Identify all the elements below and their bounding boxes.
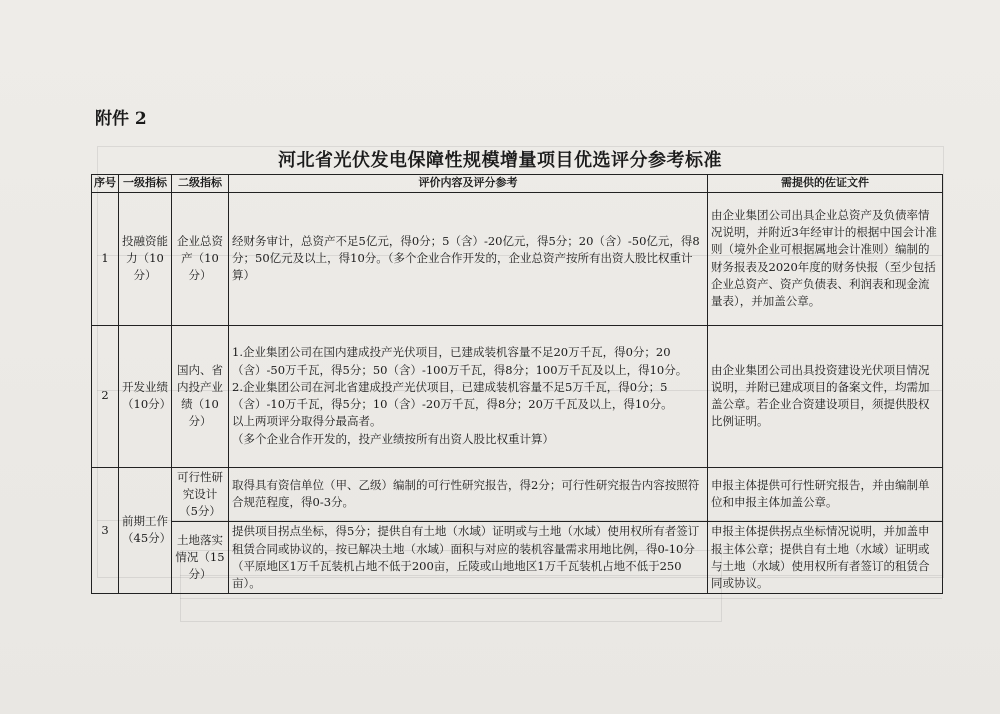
content-line: 1.企业集团公司在国内建成投产光伏项目，已建成装机容量不足20万千瓦，得0分；20（含）-50万千瓦，得5分；50（含）-100万千瓦，得8分；100万千瓦及以上，得10分。 (232, 345, 688, 377)
row-level1: 开发业绩（10分） (119, 325, 172, 467)
table-row (92, 192, 943, 325)
row-level2: 可行性研究设计（5分） (172, 467, 229, 522)
row-content: 取得具有资信单位（甲、乙级）编制的可行性研究报告，得2分；可行性研究报告内容按照符合规范程度，得0-3分。 (229, 467, 708, 522)
row-level2: 企业总资产（10分） (172, 192, 229, 325)
table-row (92, 325, 943, 467)
table-row (92, 467, 943, 522)
header-content: 评价内容及评分参考 (229, 175, 708, 193)
header-level2: 二级指标 (172, 175, 229, 193)
row-evidence: 由企业集团公司出具企业总资产及负债率情况说明，并附近3年经审计的根据中国会计准则（境外企业可根据属地会计准则）编制的财务报表及2020年度的财务快报（至少包括企业总资产、资产负债表、利润表和现金流量表），并加盖公章。 (708, 192, 943, 325)
row-no: 2 (92, 325, 119, 467)
header-level1: 一级指标 (119, 175, 172, 193)
row-evidence: 申报主体提供拐点坐标情况说明，并加盖申报主体公章；提供自有土地（水域）证明或与土地（水域）使用权所有者签订的租赁合同或协议。 (708, 522, 943, 594)
header-no: 序号 (92, 175, 119, 193)
document-title: 河北省光伏发电保障性规模增量项目优选评分参考标准 (278, 150, 722, 171)
table-header-row (92, 175, 943, 193)
row-level2: 土地落实情况（15分） (172, 522, 229, 594)
row-evidence: 由企业集团公司出具投资建设光伏项目情况说明，并附已建成项目的备案文件，均需加盖公章。若企业合资建设项目，须提供股权比例证明。 (708, 325, 943, 467)
row-content: 提供项目拐点坐标，得5分；提供自有土地（水域）证明或与土地（水域）使用权所有者签订租赁合同或协议的，按已解决土地（水域）面积与对应的装机容量需求用地比例，得0-10分（平原地区1万千瓦装机占地不低于200亩，丘陵或山地地区1万千瓦装机占地不低于250亩）。 (229, 522, 708, 594)
row-level1: 投融资能力（10分） (119, 192, 172, 325)
row-content (229, 325, 708, 467)
header-evidence: 需提供的佐证文件 (708, 175, 943, 193)
table-row (92, 522, 943, 594)
bleed-through-line (180, 598, 942, 599)
content-line: （多个企业合作开发的，投产业绩按所有出资人股比权重计算） (232, 431, 554, 446)
row-evidence: 申报主体提供可行性研究报告，并由编制单位和申报主体加盖公章。 (708, 467, 943, 522)
row-level1: 前期工作（45分） (119, 467, 172, 594)
content-line: 以上两项评分取得分最高者。 (232, 414, 382, 429)
row-no: 3 (92, 467, 119, 594)
scoring-table (91, 174, 943, 594)
row-no: 1 (92, 192, 119, 325)
row-content: 经财务审计，总资产不足5亿元，得0分；5（含）-20亿元，得5分；20（含）-50亿元，得8分；50亿元及以上，得10分。（多个企业合作开发的，企业总资产按所有出资人股比权重计算） (229, 192, 708, 325)
attachment-label: 附件 2 (95, 109, 147, 129)
row-level2: 国内、省内投产业绩（10分） (172, 325, 229, 467)
content-line: 2.企业集团公司在河北省建成投产光伏项目，已建成装机容量不足5万千瓦，得0分；5（含）-10万千瓦，得5分；10（含）-20万千瓦，得8分；20万千瓦及以上，得10分。 (232, 379, 673, 411)
